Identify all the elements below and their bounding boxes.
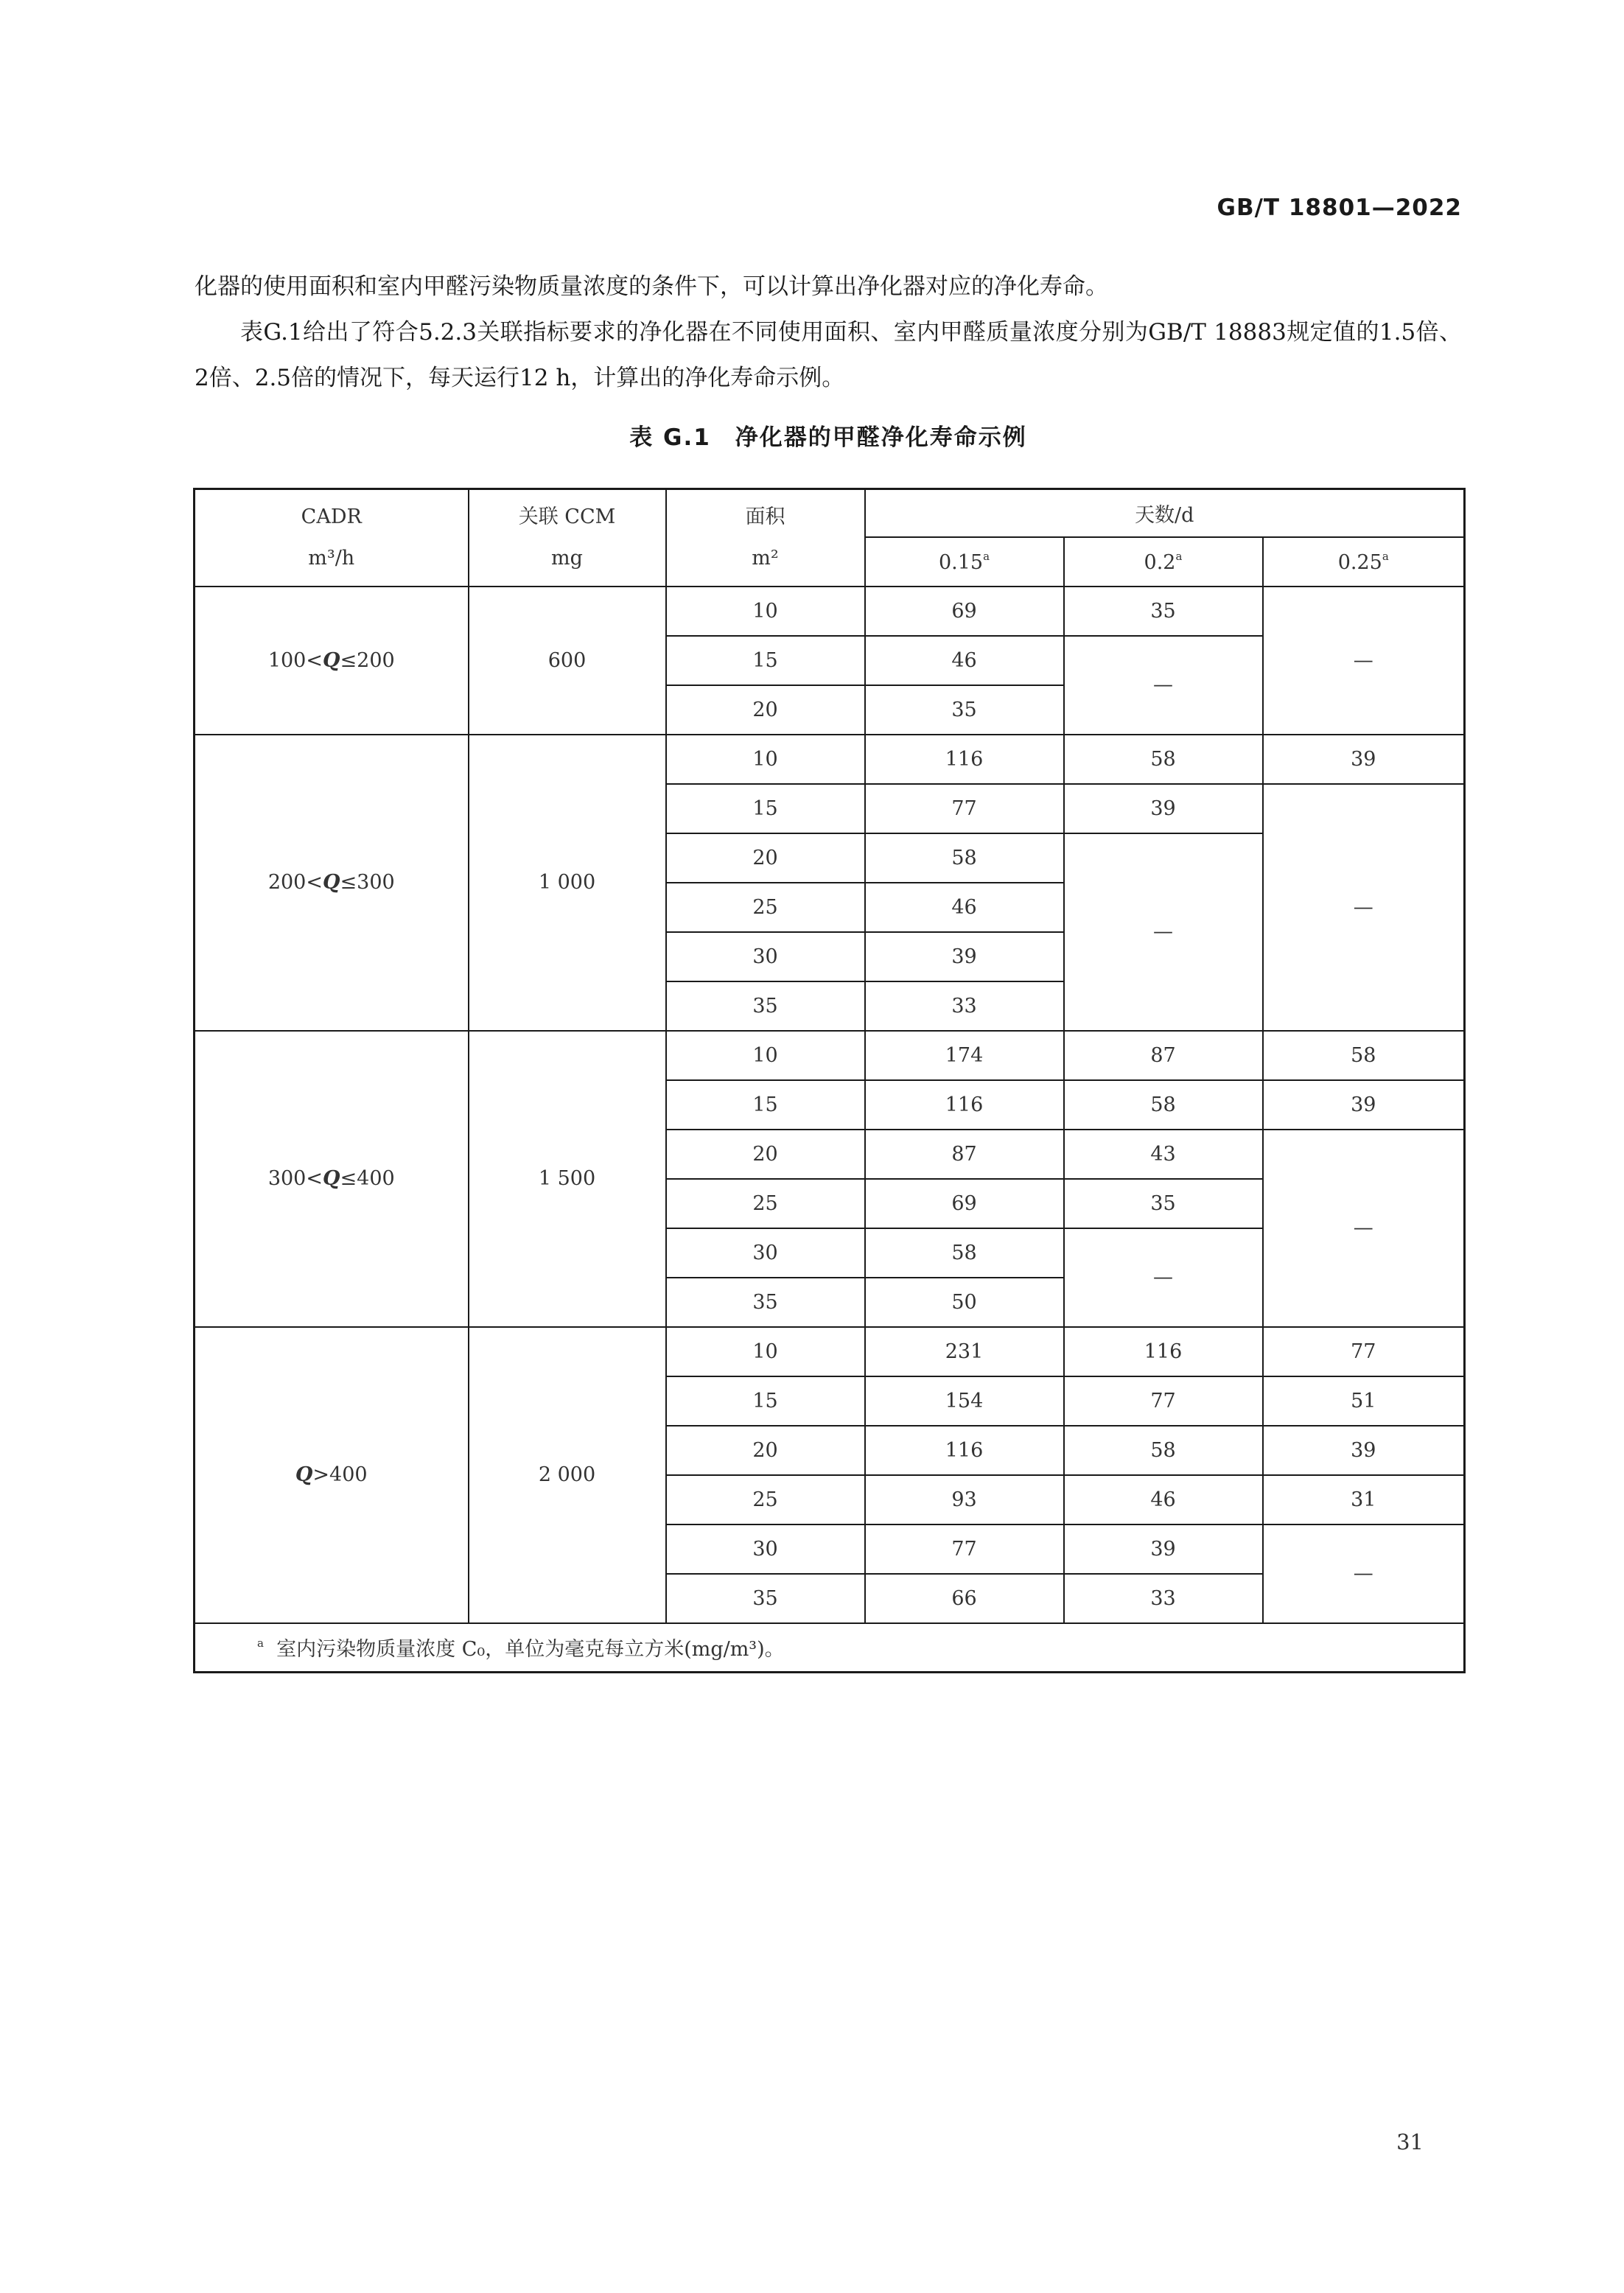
area-cell: 20 xyxy=(666,1426,865,1475)
header-area xyxy=(666,489,865,587)
days-cell: 116 xyxy=(865,1426,1064,1475)
header-conc-015: 0.15$^a$ xyxy=(865,537,1064,587)
area-cell: 20 xyxy=(666,685,865,735)
header-ccm xyxy=(469,489,666,587)
dash-cell: — xyxy=(1064,833,1263,1031)
table-footnote xyxy=(195,1623,1465,1673)
area-cell: 10 xyxy=(666,587,865,636)
days-cell: 39 xyxy=(865,932,1064,981)
days-cell: 39 xyxy=(1263,735,1465,784)
days-cell: 58 xyxy=(1064,1080,1263,1130)
area-cell: 10 xyxy=(666,1031,865,1080)
header-area-label: 面积 xyxy=(745,505,785,528)
area-cell: 25 xyxy=(666,1179,865,1228)
ccm-value: 1 500 xyxy=(469,1031,666,1327)
paragraph-continuation: 化器的使用面积和室内甲醛污染物质量浓度的条件下，可以计算出净化器对应的净化寿命。 xyxy=(195,273,1108,300)
page-number: 31 xyxy=(1396,2129,1424,2154)
days-cell: 35 xyxy=(1064,1179,1263,1228)
purification-life-table xyxy=(193,488,1466,1673)
days-cell: 58 xyxy=(865,833,1064,883)
dash-cell: — xyxy=(1263,784,1465,1031)
dash-cell: — xyxy=(1263,1524,1465,1623)
cadr-range: 300<Q≤400 xyxy=(195,1031,469,1327)
ccm-value: 2 000 xyxy=(469,1327,666,1623)
days-cell: 77 xyxy=(865,1524,1064,1574)
header-cadr xyxy=(195,489,469,587)
area-cell: 35 xyxy=(666,981,865,1031)
area-cell: 35 xyxy=(666,1278,865,1327)
dash-cell: — xyxy=(1064,636,1263,735)
header-conc-025: 0.25$^a$ xyxy=(1263,537,1465,587)
days-cell: 50 xyxy=(865,1278,1064,1327)
days-cell: 66 xyxy=(865,1574,1064,1623)
header-conc-02: 0.2$^a$ xyxy=(1064,537,1263,587)
dash-cell: — xyxy=(1064,1228,1263,1327)
days-cell: 35 xyxy=(1064,587,1263,636)
area-cell: 30 xyxy=(666,1524,865,1574)
days-cell: 77 xyxy=(865,784,1064,833)
days-cell: 46 xyxy=(1064,1475,1263,1524)
header-area-unit: m² xyxy=(752,546,779,570)
days-cell: 116 xyxy=(865,1080,1064,1130)
table-row xyxy=(195,735,1465,784)
table-row xyxy=(195,1327,1465,1376)
days-cell: 69 xyxy=(865,1179,1064,1228)
days-cell: 116 xyxy=(1064,1327,1263,1376)
footnote-mark: a xyxy=(257,1636,264,1650)
days-cell: 87 xyxy=(1064,1031,1263,1080)
days-cell: 46 xyxy=(865,636,1064,685)
area-cell: 25 xyxy=(666,883,865,932)
ccm-value: 600 xyxy=(469,587,666,735)
days-cell: 231 xyxy=(865,1327,1064,1376)
days-cell: 58 xyxy=(1263,1031,1465,1080)
dash-cell: — xyxy=(1263,1130,1465,1327)
days-cell: 46 xyxy=(865,883,1064,932)
days-cell: 39 xyxy=(1064,1524,1263,1574)
days-cell: 58 xyxy=(1064,735,1263,784)
days-cell: 174 xyxy=(865,1031,1064,1080)
paragraph-table-intro: 表G.1给出了符合5.2.3关联指标要求的净化器在不同使用面积、室内甲醛质量浓度分别为GB/T 18883规定值的1.5倍、2倍、2.5倍的情况下，每天运行12 h，计算出的净化寿命示例。 xyxy=(195,319,1462,391)
table-title: 表 G.1 净化器的甲醛净化寿命示例 xyxy=(629,424,1027,451)
days-cell: 77 xyxy=(1064,1376,1263,1426)
area-cell: 35 xyxy=(666,1574,865,1623)
days-cell: 87 xyxy=(865,1130,1064,1179)
dash-cell: — xyxy=(1263,587,1465,735)
standard-number: GB/T 18801—2022 xyxy=(1217,195,1462,221)
area-cell: 15 xyxy=(666,784,865,833)
area-cell: 20 xyxy=(666,1130,865,1179)
area-cell: 30 xyxy=(666,1228,865,1278)
days-cell: 39 xyxy=(1263,1080,1465,1130)
header-cadr-unit: m³/h xyxy=(308,546,355,570)
table-row xyxy=(195,587,1465,636)
area-cell: 25 xyxy=(666,1475,865,1524)
footnote-text: 室内污染物质量浓度 C₀，单位为毫克每立方米(mg/m³)。 xyxy=(276,1638,785,1662)
area-cell: 15 xyxy=(666,1080,865,1130)
days-cell: 39 xyxy=(1263,1426,1465,1475)
area-cell: 10 xyxy=(666,1327,865,1376)
days-cell: 33 xyxy=(1064,1574,1263,1623)
area-cell: 15 xyxy=(666,1376,865,1426)
days-cell: 43 xyxy=(1064,1130,1263,1179)
days-cell: 77 xyxy=(1263,1327,1465,1376)
area-cell: 15 xyxy=(666,636,865,685)
area-cell: 20 xyxy=(666,833,865,883)
days-cell: 69 xyxy=(865,587,1064,636)
days-cell: 39 xyxy=(1064,784,1263,833)
days-cell: 154 xyxy=(865,1376,1064,1426)
header-cadr-label: CADR xyxy=(301,505,362,528)
header-ccm-label: 关联 CCM xyxy=(518,505,616,528)
ccm-value: 1 000 xyxy=(469,735,666,1031)
table-footnote-row xyxy=(195,1623,1465,1673)
days-cell: 116 xyxy=(865,735,1064,784)
days-cell: 35 xyxy=(865,685,1064,735)
days-cell: 33 xyxy=(865,981,1064,1031)
area-cell: 30 xyxy=(666,932,865,981)
header-days: 天数/d xyxy=(865,489,1465,537)
cadr-range: 200<Q≤300 xyxy=(195,735,469,1031)
days-cell: 93 xyxy=(865,1475,1064,1524)
table-row xyxy=(195,1031,1465,1080)
cadr-range: Q>400 xyxy=(195,1327,469,1623)
days-cell: 58 xyxy=(865,1228,1064,1278)
area-cell: 10 xyxy=(666,735,865,784)
days-cell: 51 xyxy=(1263,1376,1465,1426)
days-cell: 31 xyxy=(1263,1475,1465,1524)
header-ccm-unit: mg xyxy=(551,546,583,570)
cadr-range: 100<Q≤200 xyxy=(195,587,469,735)
days-cell: 58 xyxy=(1064,1426,1263,1475)
